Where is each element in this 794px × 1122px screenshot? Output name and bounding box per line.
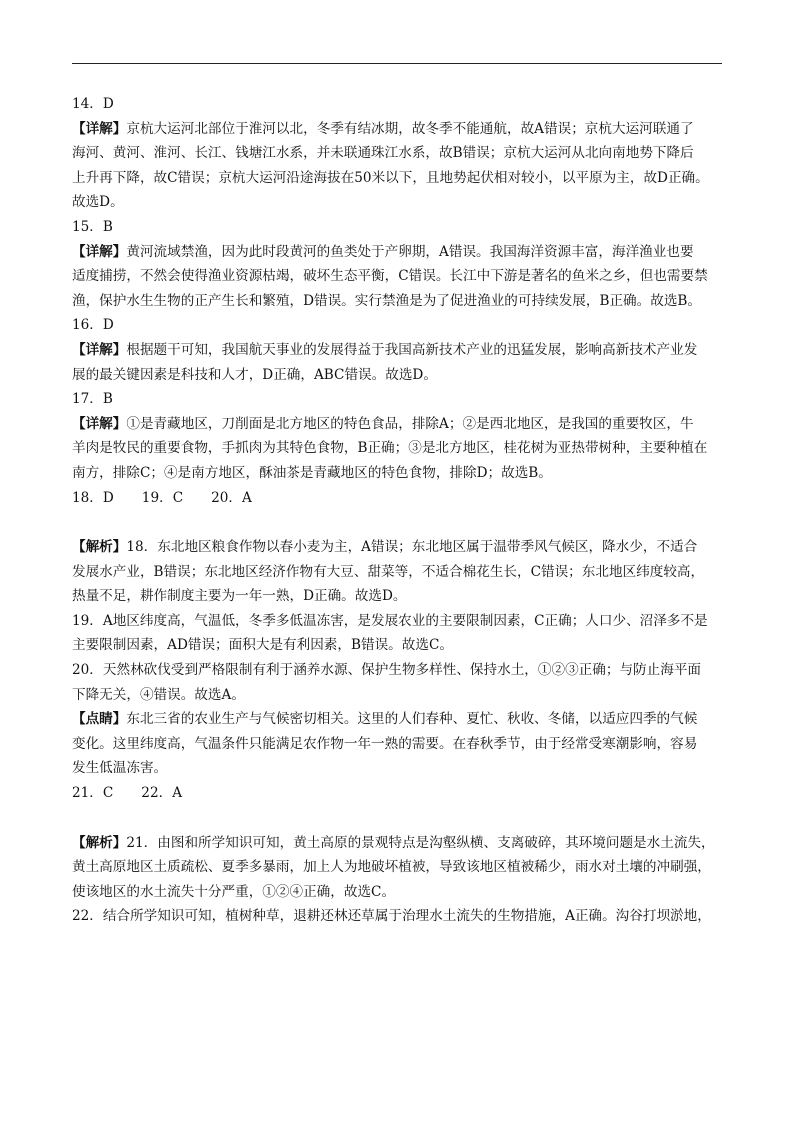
q14-detail-line-1: 【详解】京杭大运河北部位于淮河以北，冬季有结冰期，故冬季不能通航，故A错误；京杭大运河联通了 bbox=[72, 120, 694, 137]
comment-label: 【点睛】 bbox=[72, 711, 127, 728]
q16-detail-line-2: 展的最关键因素是科技和人才，D正确，ABC错误。故选D。 bbox=[72, 366, 437, 383]
header-rule bbox=[72, 63, 722, 64]
comment-line-3: 发生低温冻害。 bbox=[72, 760, 168, 777]
analysis-19-line-2: 主要限制因素，AD错误；面积大是有利因素，B错误。故选C。 bbox=[72, 637, 453, 654]
analysis-18-line-2: 发展水产业，B错误；东北地区经济作物有大豆、甜菜等，不适合棉花生长，C错误；东北地区纬度较高， bbox=[72, 563, 705, 580]
answer-14: 14．D bbox=[72, 96, 114, 112]
answer-17: 17．B bbox=[72, 391, 113, 408]
spacer bbox=[72, 806, 722, 831]
answer-21: 21．C bbox=[72, 785, 114, 802]
q17-detail-line-3: 南方，排除C；④是南方地区，酥油茶是青藏地区的特色食物，排除D；故选B。 bbox=[72, 464, 552, 481]
analysis-21-line-2: 黄土高原地区土质疏松、夏季多暴雨，加上人为地破坏植被，导致该地区植被稀少，雨水对土壤的冲刷强， bbox=[72, 859, 711, 876]
detail-label: 【详解】 bbox=[72, 120, 127, 137]
analysis-21-line-3: 使该地区的水土流失十分严重，①②④正确，故选C。 bbox=[72, 883, 396, 900]
q14-detail-line-2: 海河、黄河、淮河、长江、钱塘江水系，并未联通珠江水系，故B错误；京杭大运河从北向南地势下降后 bbox=[72, 145, 694, 162]
q15-detail-line-1: 【详解】黄河流域禁渔，因为此时段黄河的鱼类处于产卵期，A错误。我国海洋资源丰富，海洋渔业也要 bbox=[72, 243, 694, 260]
answer-15: 15．B bbox=[72, 218, 113, 235]
analysis-19-line-1: 19．A地区纬度高，气温低，冬季多低温冻害，是发展农业的主要限制因素，C正确；人口少、沼泽多不是 bbox=[72, 612, 708, 629]
detail-label: 【详解】 bbox=[72, 243, 127, 260]
detail-label: 【详解】 bbox=[72, 341, 127, 358]
answer-19: 19．C bbox=[141, 489, 184, 506]
q16-detail-line-1: 【详解】根据题干可知，我国航天事业的发展得益于我国高新技术产业的迅猛发展，影响高新技术产业发 bbox=[72, 341, 698, 358]
analysis-label: 【解析】 bbox=[72, 539, 127, 556]
analysis-label: 【解析】 bbox=[72, 834, 127, 851]
analysis-20-line-1: 20．天然林砍伐受到严格限制有利于涵养水源、保护生物多样性、保持水土，①②③正确；与防止海平面 bbox=[72, 662, 702, 679]
answer-22: 22．A bbox=[141, 785, 183, 802]
answer-content bbox=[72, 92, 722, 929]
q15-detail-line-2: 适度捕捞，不然会使得渔业资源枯竭，破坏生态平衡，C错误。长江中下游是著名的鱼米之乡，但也需要禁 bbox=[72, 268, 708, 285]
answer-20: 20．A bbox=[211, 489, 252, 506]
analysis-18-line-1: 【解析】18．东北地区粮食作物以春小麦为主，A错误；东北地区属于温带季风气候区，降水少，不适合 bbox=[72, 539, 698, 556]
comment-line-2: 变化。这里纬度高，气温条件只能满足农作物一年一熟的需要。在春秋季节，由于经常受寒潮影响，容易 bbox=[72, 735, 698, 752]
analysis-20-line-2: 下降无关，④错误。故选A。 bbox=[72, 686, 245, 703]
q17-detail-line-2: 羊肉是牧民的重要食物，手抓肉为其特色食物，B正确；③是北方地区，桂花树为亚热带树种，主要种植在 bbox=[72, 440, 708, 457]
comment-line-1: 【点睛】东北三省的农业生产与气候密切相关。这里的人们春种、夏忙、秋收、冬储，以适应四季的气候 bbox=[72, 711, 698, 728]
detail-label: 【详解】 bbox=[72, 415, 127, 432]
answers-21-22 bbox=[72, 781, 722, 806]
analysis-21-line-1: 【解析】21．由图和所学知识可知，黄土高原的景观特点是沟壑纵横、支离破碎，其环境问题是水土流失， bbox=[72, 834, 715, 851]
analysis-22-line-1: 22．结合所学知识可知，植树种草，退耕还林还草属于治理水土流失的生物措施，A正确。沟谷打坝淤地， bbox=[72, 908, 711, 925]
answers-18-20 bbox=[72, 486, 722, 511]
q14-detail-line-4: 故选D。 bbox=[72, 194, 124, 211]
q15-detail-line-3: 渔，保护水生生物的正产生长和繁殖，D错误。实行禁渔是为了促进渔业的可持续发展，B正确。故选B。 bbox=[72, 292, 701, 309]
answer-16: 16．D bbox=[72, 317, 114, 334]
q14-detail-line-3: 上升再下降，故C错误；京杭大运河沿途海拔在50米以下，且地势起伏相对较小，以平原为主，故D正确。 bbox=[72, 169, 709, 186]
answer-18: 18．D bbox=[72, 489, 114, 506]
spacer bbox=[72, 510, 722, 535]
analysis-18-line-3: 热量不足，耕作制度主要为一年一熟，D正确。故选D。 bbox=[72, 588, 407, 605]
q17-detail-line-1: 【详解】①是青藏地区，刀削面是北方地区的特色食品，排除A；②是西北地区，是我国的重要牧区，牛 bbox=[72, 415, 694, 432]
